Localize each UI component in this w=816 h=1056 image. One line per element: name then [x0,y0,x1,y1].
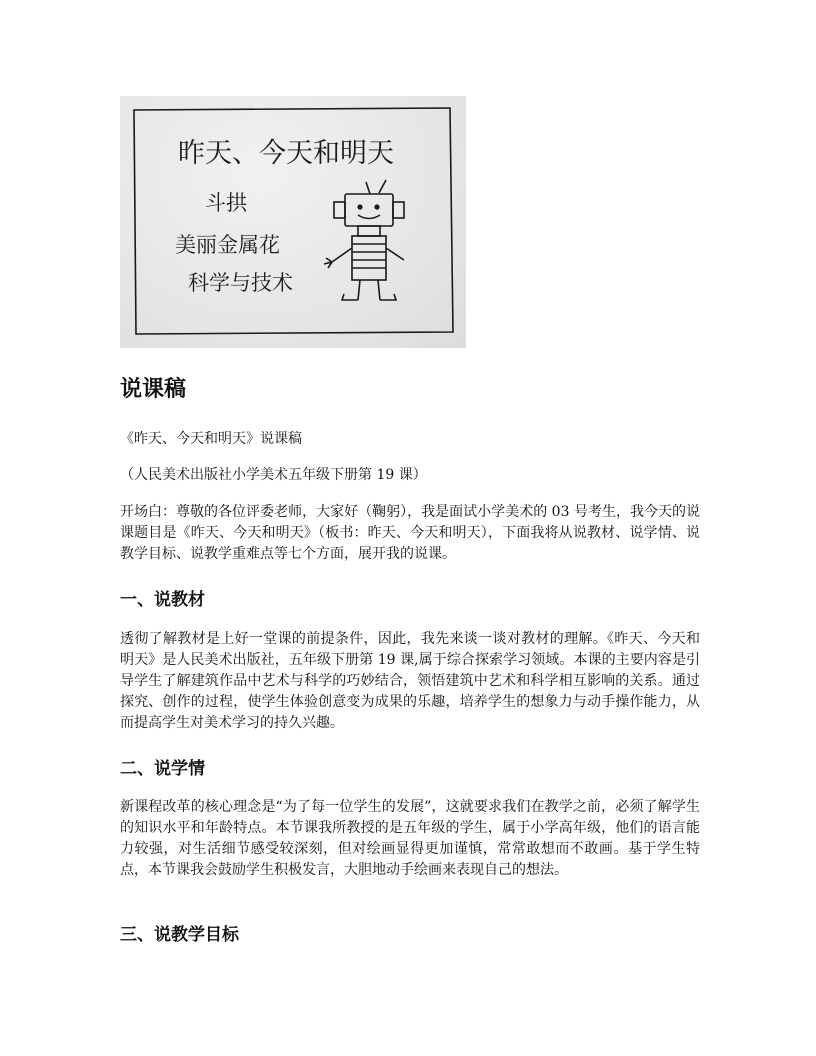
drawing-svg [120,96,466,348]
section-3-heading: 三、说教学目标 [120,925,239,945]
lesson-source: （人民美术出版社小学美术五年级下册第 19 课） [120,467,427,483]
section-2-heading: 二、说学情 [120,759,205,779]
lesson-subtitle: 《昨天、今天和明天》说课稿 [120,431,302,447]
section-1-heading: 一、说教材 [120,590,205,610]
page-title: 说课稿 [120,377,187,402]
board-title: 昨天、今天和明天 [178,138,394,169]
blackboard-drawing-photo [120,96,466,348]
board-line-2: 美丽金属花 [175,233,280,257]
intro-paragraph: 开场白：尊敬的各位评委老师，大家好（鞠躬），我是面试小学美术的 03 号考生，我今天的说课题目是《昨天、今天和明天》（板书：昨天、今天和明天），下面我将从说教材、说学情、说教学目标、说教学重难点等七个方面，展开我的说课。 [120,504,700,562]
section-1-body: 透彻了解教材是上好一堂课的前提条件，因此，我先来谈一谈对教材的理解。《昨天、今天和明天》是人民美术出版社，五年级下册第 19 课,属于综合探索学习领域。本课的主要内容是引导学生了解建筑作品中艺术与科学的巧妙结合，领悟建筑中艺术和科学相互影响的关系。通过探究、创作的过程，使学生体验创意变为成果的乐趣，培养学生的想象力与动手操作能力，从而提高学生对美术学习的持久兴趣。 [120,631,700,731]
section-2-body: 新课程改革的核心理念是“为了每一位学生的发展”，这就要求我们在教学之前，必须了解学生的知识水平和年龄特点。本节课我所教授的是五年级的学生，属于小学高年级，他们的语言能力较强，对生活细节感受较深刻，但对绘画显得更加谨慎，常常敢想而不敢画。基于学生特点，本节课我会鼓励学生积极发言，大胆地动手绘画来表现自己的想法。 [120,799,700,878]
board-line-3: 科学与技术 [188,271,293,295]
robot-drawing [324,180,404,300]
board-line-1: 斗拱 [205,191,247,215]
